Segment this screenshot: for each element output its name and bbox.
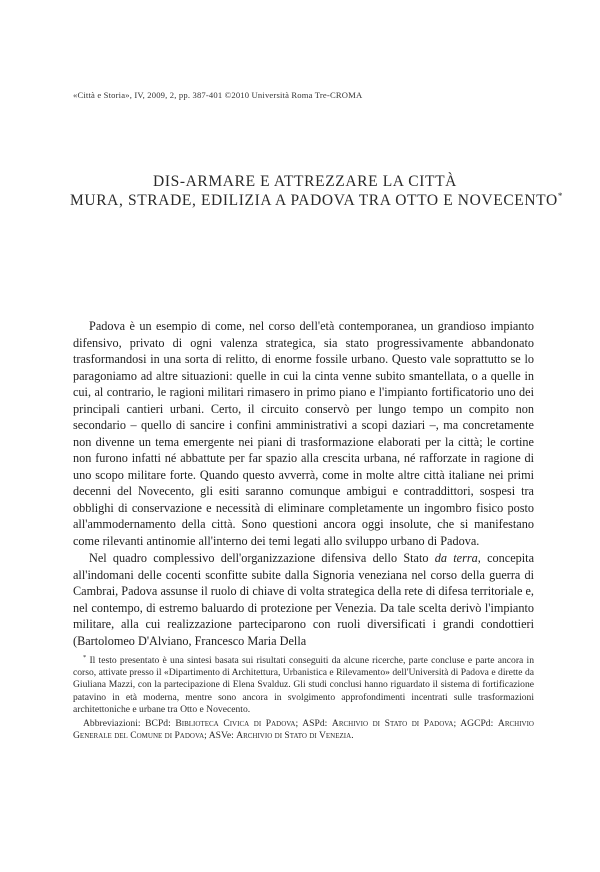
article-title-line-2: [70, 191, 563, 210]
p2-text-a: Nel quadro complessivo dell'organizzazione difensiva dello Stato: [89, 551, 435, 565]
article-title-line-1: [70, 173, 540, 191]
p2-text-b: , concepita all'indomani delle cocenti sconfitte subite dalla Signoria veneziana nel corso della guerra di Cambrai, Padova assunse il ruolo di chiave di volta strategica della rete di difesa territoriale e, nel contempo, di estremo baluardo di protezione per Venezia. Da tale scelta derivò l'impianto militare, alla cui realizzazione parteciparono con ruoli diversificati i grandi condottieri (Bartolomeo D'Alviano, Francesco Maria Della: [73, 551, 535, 648]
abbr-1-value: Biblioteca Civica di Padova: [175, 718, 296, 730]
abbr-label: Abbreviazioni:: [83, 718, 146, 730]
title-footnote-mark: *: [557, 191, 563, 201]
p2-italic: da terra: [434, 551, 478, 565]
abbreviations: [73, 718, 534, 742]
journal-citation: «Città e Storia», IV, 2009, 2, pp. 387-401 ©2010 Università Roma Tre-CROMA: [73, 90, 363, 100]
footnote-mark: *: [83, 654, 87, 661]
body-paragraph-1: Padova è un esempio di come, nel corso dell'età contemporanea, un grandioso impianto difensivo, privato di ogni valenza strategica, sia stato progressivamente abbandonato trasformandosi in una sorta di relitto, di enorme fossile urbano. Questo vale soprattutto se lo paragoniamo ad altre situazioni: quelle in cui la cinta venne subito smantellata, o a quelle in cui, al contrario, le ragioni militari rimasero in primo piano e l'impianto fortificatorio uno dei principali cantieri urbani. Certo, il circuito conservò per lungo tempo un compito non secondario – quello di sancire i confini amministrativi a scopi daziari –, ma concretamente non divenne un tema emergente nei piani di trasformazione elaborati per la città; le cortine non furono infatti né abbattute per far spazio alla crescita urbana, né rafforzate in ragione di uno scopo militare forte. Quando questo avverrà, come in molte altre città italiane nei primi decenni del Novecento, gli esiti saranno comunque ambigui e contraddittori, sospesi tra obblighi di conservazione e necessità di eliminare completamente un ingombro fisico posto all'ammodernamento della città. Sono questioni ancora oggi insolute, che si manifestano come rilevanti antinomie all'interno dei temi legati allo sviluppo urbano di Padova.: [73, 319, 534, 548]
abbr-3-key: ; AGCPd:: [453, 718, 498, 730]
abbr-4-key: ; ASVe:: [204, 730, 237, 742]
article-body: [73, 318, 534, 649]
body-paragraph-2: [73, 550, 534, 649]
abbr-4-value: Archivio di Stato di Venezia: [236, 730, 352, 742]
title-text-1: DIS-ARMARE E ATTREZZARE LA CITTÀ: [153, 173, 457, 190]
abbr-end: .: [351, 730, 354, 742]
footnote-1: [73, 652, 534, 716]
abbr-2-value: Archivio di Stato di Padova: [331, 718, 454, 730]
footnotes: [73, 652, 534, 742]
abbr-2-key: ; ASPd:: [295, 718, 332, 730]
abbr-1-key: BCPd:: [145, 718, 176, 730]
footnote-1-text: Il testo presentato è una sintesi basata sui risultati conseguiti da alcune ricerche, parte concluse e parte ancora in corso, attivate presso il «Dipartimento di Architettura, Urbanistica e Rilevamento» dell'Università di Padova e dirette da Giuliana Mazzi, con la partecipazione di Elena Svalduz. Gli studi conclusi hanno riguardato il sistema di fortificazione patavino in età moderna, mentre sono ancora in svolgimento approfondimenti incentrati sulle trasformazioni architettoniche e urbane tra Otto e Novecento.: [73, 655, 534, 715]
abbr-3-value: Archivio Generale del Comune di Padova: [73, 718, 534, 742]
title-text-2: MURA, STRADE, EDILIZIA A PADOVA TRA OTTO E NOVECENTO: [70, 192, 558, 209]
